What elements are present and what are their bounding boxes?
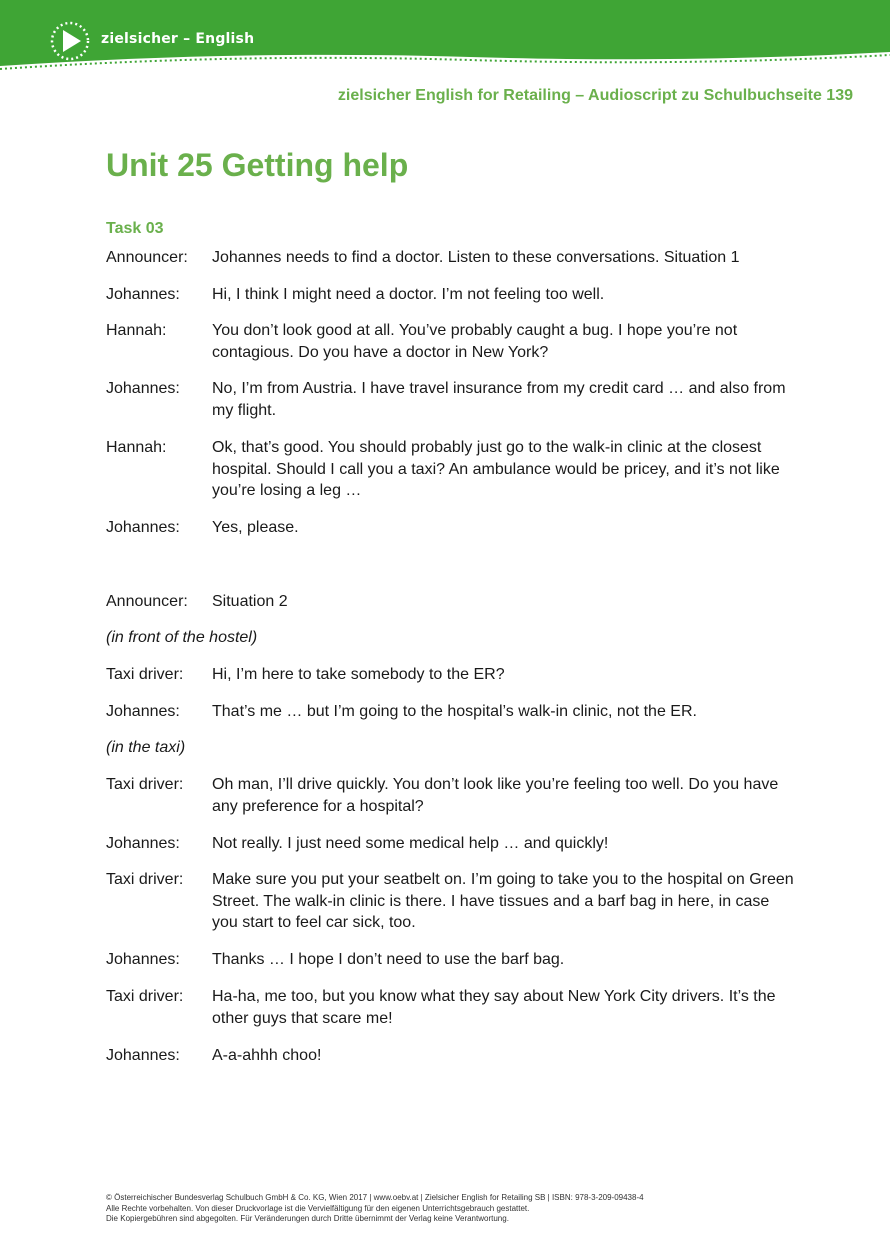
utterance-text: No, I’m from Austria. I have travel insurance from my credit card … and also from my flight.: [212, 380, 786, 419]
dialogue-line: [106, 591, 796, 613]
task-label: Task 03: [106, 220, 164, 237]
speaker-label: Johannes:: [106, 1047, 180, 1064]
dialogue-line: [106, 774, 796, 817]
utterance-text: That’s me … but I’m going to the hospital’s walk-in clinic, not the ER.: [212, 703, 697, 720]
utterance-text: Hi, I’m here to take somebody to the ER?: [212, 666, 505, 683]
utterance-text: Yes, please.: [212, 519, 299, 536]
utterance-text: Not really. I just need some medical help … and quickly!: [212, 835, 609, 852]
dialogue-line: [106, 664, 796, 686]
stage-direction: (in front of the hostel): [106, 629, 258, 646]
dialogue-line: [106, 949, 796, 971]
speaker-label: Johannes:: [106, 519, 180, 536]
utterance-text: Ok, that’s good. You should probably just go to the walk-in clinic at the closest hospital. Should I call you a taxi? An ambulance would be pricey, and it’s not like you’re losing a leg …: [212, 439, 780, 499]
dialogue-line: [106, 833, 796, 855]
speaker-label: Hannah:: [106, 439, 167, 456]
speaker-label: Announcer:: [106, 593, 188, 610]
speaker-label: Taxi driver:: [106, 666, 184, 683]
unit-title: Unit 25 Getting help: [106, 147, 409, 183]
copyright-footer: [106, 1193, 806, 1225]
speaker-label: Announcer:: [106, 249, 188, 266]
utterance-text: Ha-ha, me too, but you know what they say about New York City drivers. It’s the other guys that scare me!: [212, 988, 776, 1027]
utterance-text: Situation 2: [212, 593, 288, 610]
dialogue-line: [106, 247, 796, 269]
utterance-text: Oh man, I’ll drive quickly. You don’t look like you’re feeling too well. Do you have any preference for a hospital?: [212, 776, 779, 815]
speaker-label: Johannes:: [106, 380, 180, 397]
speaker-label: Taxi driver:: [106, 988, 184, 1005]
dialogue-line: [106, 1045, 796, 1067]
utterance-text: A-a-ahhh choo!: [212, 1047, 322, 1064]
utterance-text: You don’t look good at all. You’ve probably caught a bug. I hope you’re not contagious. Do you have a doctor in New York?: [212, 322, 738, 361]
speaker-label: Johannes:: [106, 835, 180, 852]
speaker-label: Johannes:: [106, 703, 180, 720]
utterance-text: Make sure you put your seatbelt on. I’m going to take you to the hospital on Green Street. The walk-in clinic is there. I have tissues and a barf bag in here, in case you start to feel car sick, too.: [212, 871, 794, 931]
utterance-text: Thanks … I hope I don’t need to use the barf bag.: [212, 951, 565, 968]
stage-direction: (in the taxi): [106, 739, 186, 756]
footer-line: Alle Rechte vorbehalten. Von dieser Druckvorlage ist die Vervielfältigung für den eigenen Unterrichtsgebrauch gestattet.: [106, 1203, 530, 1213]
dialogue-line: [106, 701, 796, 723]
footer-line: © Österreichischer Bundesverlag Schulbuch GmbH & Co. KG, Wien 2017 | www.oebv.at | Zielsicher English for Retailing SB | ISBN: 978-3-209-09438-4: [106, 1193, 644, 1202]
page-header-title: zielsicher English for Retailing – Audioscript zu Schulbuchseite 139: [337, 87, 853, 104]
dialogue-line: [106, 284, 796, 306]
speaker-label: Taxi driver:: [106, 776, 184, 793]
speaker-label: Johannes:: [106, 286, 180, 303]
dialogue-line: [106, 517, 796, 539]
dialogue-line: [106, 320, 796, 363]
speaker-label: Hannah:: [106, 322, 167, 339]
speaker-label: Taxi driver:: [106, 871, 184, 888]
footer-line: Die Kopiergebühren sind abgegolten. Für Veränderungen durch Dritte übernimmt der Verlag keine Verantwortung.: [106, 1214, 509, 1223]
utterance-text: Johannes needs to find a doctor. Listen to these conversations. Situation 1: [212, 249, 740, 266]
utterance-text: Hi, I think I might need a doctor. I’m not feeling too well.: [212, 286, 605, 303]
dialogue-line: [106, 986, 796, 1029]
speaker-label: Johannes:: [106, 951, 180, 968]
dialogue-line: [106, 378, 796, 421]
dialogue-line: [106, 869, 796, 934]
dialogue-line: [106, 437, 796, 502]
brand-name: zielsicher – English: [101, 31, 255, 47]
